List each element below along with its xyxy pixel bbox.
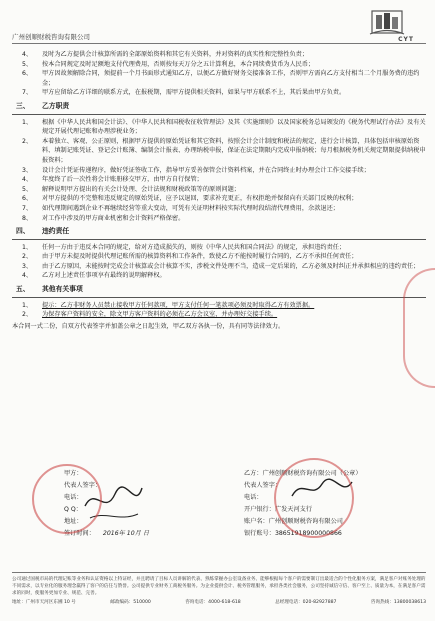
list-item (12, 175, 426, 185)
party-a-qq-label: Q Q： (64, 506, 82, 513)
item-text: 甲方应留给乙方详细的联系方式，在报税期，需甲方提供相关资料，如果与甲方联系不上，其后果由甲方负责。 (42, 89, 346, 97)
item-number: 1、 (22, 118, 33, 126)
party-a-tel-label: 电话： (64, 494, 83, 501)
footer-contact (12, 599, 426, 606)
document-footer (12, 572, 426, 606)
party-a-address-label: 地址： (64, 518, 83, 525)
footer-postcode: 邮政编码：510000 (110, 600, 151, 605)
party-b-tel-label: 电话： (244, 494, 263, 501)
party-a-date-value: 2016年 10月 日 (102, 530, 150, 537)
section-number: 四、 (16, 227, 30, 236)
section-rule (12, 297, 426, 298)
list-item (12, 88, 426, 98)
party-a-label: 甲方： (64, 470, 83, 477)
section-3-heading (12, 102, 426, 112)
item-number: 8、 (22, 214, 33, 222)
footer-tel: 咨询电话：4000-618-618 (185, 600, 241, 605)
closing-clause: 本合同一式二份，自双方代表签字并加盖公章之日起生效，甲乙双方各执一份，具有同等法律效力。 (12, 322, 285, 330)
list-item (12, 243, 426, 253)
list-item (12, 60, 426, 70)
section-number: 五、 (16, 285, 30, 294)
section-rule (12, 114, 426, 115)
signature-block (12, 468, 426, 568)
breach-liability-list (12, 243, 426, 281)
item-text: 由于乙方原因，未能按时完成会计核算或会计核算不实，涉税文件处理不当，造成一定后果的，乙方必须及时纠正并承担相应的违约责任； (42, 262, 420, 270)
item-number: 3、 (22, 262, 33, 270)
item-text: 本着独立、客观、公正原则，根据甲方提供的原始凭证和其它资料，按照会计会计制度和税法的规定，进行会计核算，具体包括审核原始资料、填制记账凭证、登记会计账簿、编制会计报表、办理纳税申报，保证在法定期限内完成申报纳税；每月根据税务机关规定期限提供纳税申报资料； (42, 137, 426, 164)
document-header (12, 6, 426, 44)
party-a-duties-list (12, 50, 426, 98)
party-b-duties-list (12, 118, 426, 224)
item-text: 按本合同规定及时足额地支付代理费用，否则按每天万分之五计算利息，本合同续费货币为人民币； (42, 60, 315, 68)
section-4-heading (12, 227, 426, 237)
item-number: 3、 (22, 166, 33, 174)
party-b-seal-icon (274, 458, 354, 538)
footer-intro: 公司通过国税市局的代理记账等业务和认证资格以上特证经，并且聘请了目标人员讲解的代表、熟练掌握办公室设备业务、能够根据每个客户的需要制订出最适合的个性化服务方案，满足客户对账务处理的不同需求，以专业化的服务理念赢得了客户的信任与赞誉。公司提供专业财务工商税务服务。为企业提供会计、税务管理服务，承担各类社会服务，公司坚持诚信守信、客户至上、质量为本，在满足客户需求的同时，使服务更加专业、规范、完善。 (12, 577, 426, 596)
section-title: 其他有关事项 (42, 285, 83, 294)
item-text: 由于甲方未提及时提供代理记账所需的核算资料和工作条件，致使乙方不能按时履行合同的，乙方不承担任何责任； (42, 253, 358, 261)
other-matters-list (12, 301, 426, 320)
item-text: 设计会计凭证传递程序，做好凭证签收工作，指导甲方妥善保管会计资料档案，并在合同终止时办理会计工作交接手续； (42, 166, 370, 174)
list-item (12, 137, 426, 166)
item-text: 对甲方提供的不完整和违反规定的原始凭证，应予以退回，要求补充更正，有权拒绝并保留向有关部门反映的权利； (42, 195, 358, 203)
item-number: 2、 (22, 253, 33, 261)
list-item (12, 69, 426, 88)
list-item (12, 252, 426, 262)
section-title: 违约责任 (42, 227, 70, 236)
item-text: 提示：乙方非财务人员禁止接收甲方任何款项，甲方支付任何一笔款项必须及时取得乙方有效票据。 (42, 301, 315, 309)
item-text: 根据《中华人民共和国会计法》、《中华人民共和国税收征收管理法》及其《实施细则》以及国家税务总局颁发的《税务代理试行办法》及有关规定开展代理记账和办理涉税业务； (42, 118, 426, 136)
company-name: 广州创顺财税咨询有限公司 (12, 33, 90, 41)
item-number: 5、 (22, 60, 33, 68)
party-b-account-name-label: 账户名：广州创顺财税咨询有限公司 (244, 518, 343, 525)
section-5-heading (12, 285, 426, 295)
section-number: 三、 (16, 101, 30, 110)
list-item (12, 194, 426, 204)
party-a-date-label: 签订时间： 2016年 10月 日 (64, 530, 150, 537)
list-item (12, 185, 426, 195)
section-rule (12, 239, 426, 240)
item-text: 为保存客户资料的安全，除文甲方客户资料的必须在乙方会议室，并办理好交接手续。 (42, 311, 278, 319)
item-number: 6、 (22, 195, 33, 203)
party-b-account-label: 银行账号：38651918900000866 (244, 530, 342, 537)
item-text: 对工作中涉及的甲方商业机密和会计资料严格保密。 (42, 214, 185, 222)
item-number: 7、 (22, 89, 33, 97)
party-b-rep-label: 代表人签字： (244, 482, 282, 489)
list-item (12, 204, 426, 214)
item-text: 甲方因故须解除合同，须提前一个月书面形式通知乙方，以便乙方做好财务交接准备工作，否则甲方需向乙方支付相当二个月服务费的违约金； (42, 70, 420, 87)
item-text: 年度终了后一次性将会计账册移交甲方，由甲方自行保管； (42, 176, 203, 184)
contract-body (12, 50, 426, 331)
list-item (12, 310, 426, 320)
item-number: 7、 (22, 204, 33, 212)
footer-address: 地址：广州市天河区东圃 10 号 (12, 600, 76, 605)
list-item (12, 271, 426, 281)
item-text: 任何一方由于违反本合同的规定，给对方造成损失的，则按《中华人民共和国合同法》的规定，承担违约责任； (42, 243, 346, 251)
list-item (12, 214, 426, 224)
item-number: 2、 (22, 311, 33, 319)
item-number: 2、 (22, 137, 33, 145)
list-item (12, 301, 426, 311)
party-b-label: 乙方：广州创顺财税咨询有限公司（公章） (244, 470, 362, 477)
item-number: 4、 (22, 51, 33, 58)
list-item (12, 50, 426, 60)
item-text: 及时为乙方提供会计核算所需的全部原始资料和其它有关资料，并对资料的真实性和完整性负责； (42, 51, 309, 58)
side-seal-icon (403, 268, 435, 388)
party-b-bank-label: 开户银行：广发天河支行 (244, 506, 313, 513)
item-text: 解释说明甲方提出的有关会计处理、会计法规和财税政策等的原则问题； (42, 185, 240, 193)
item-number: 4、 (22, 272, 33, 280)
item-text: 乙方对上述责任事项享有最终的说明解释权。 (42, 272, 166, 280)
list-item (12, 262, 426, 272)
item-number: 1、 (22, 243, 33, 251)
list-item (12, 166, 426, 176)
logo-text: CYT (398, 36, 414, 43)
footer-fax: 总经理电话：020-82927887 (275, 600, 337, 605)
party-a-rep-label: 代表人签字： (64, 482, 102, 489)
list-item (12, 118, 426, 137)
item-number: 4、 (22, 176, 33, 184)
footer-mobile: 咨询热线：13800038613 (370, 600, 426, 605)
item-number: 5、 (22, 185, 33, 193)
item-text: 如代理期间遇到企业不再继续经营等重大变动，可凭有关证明材料按实际代理时段结清代理费用，余款退还； (42, 204, 339, 212)
item-number: 1、 (22, 301, 33, 309)
item-number: 6、 (22, 70, 33, 78)
party-a-seal-icon (32, 464, 102, 534)
section-title: 乙方职责 (42, 101, 70, 110)
